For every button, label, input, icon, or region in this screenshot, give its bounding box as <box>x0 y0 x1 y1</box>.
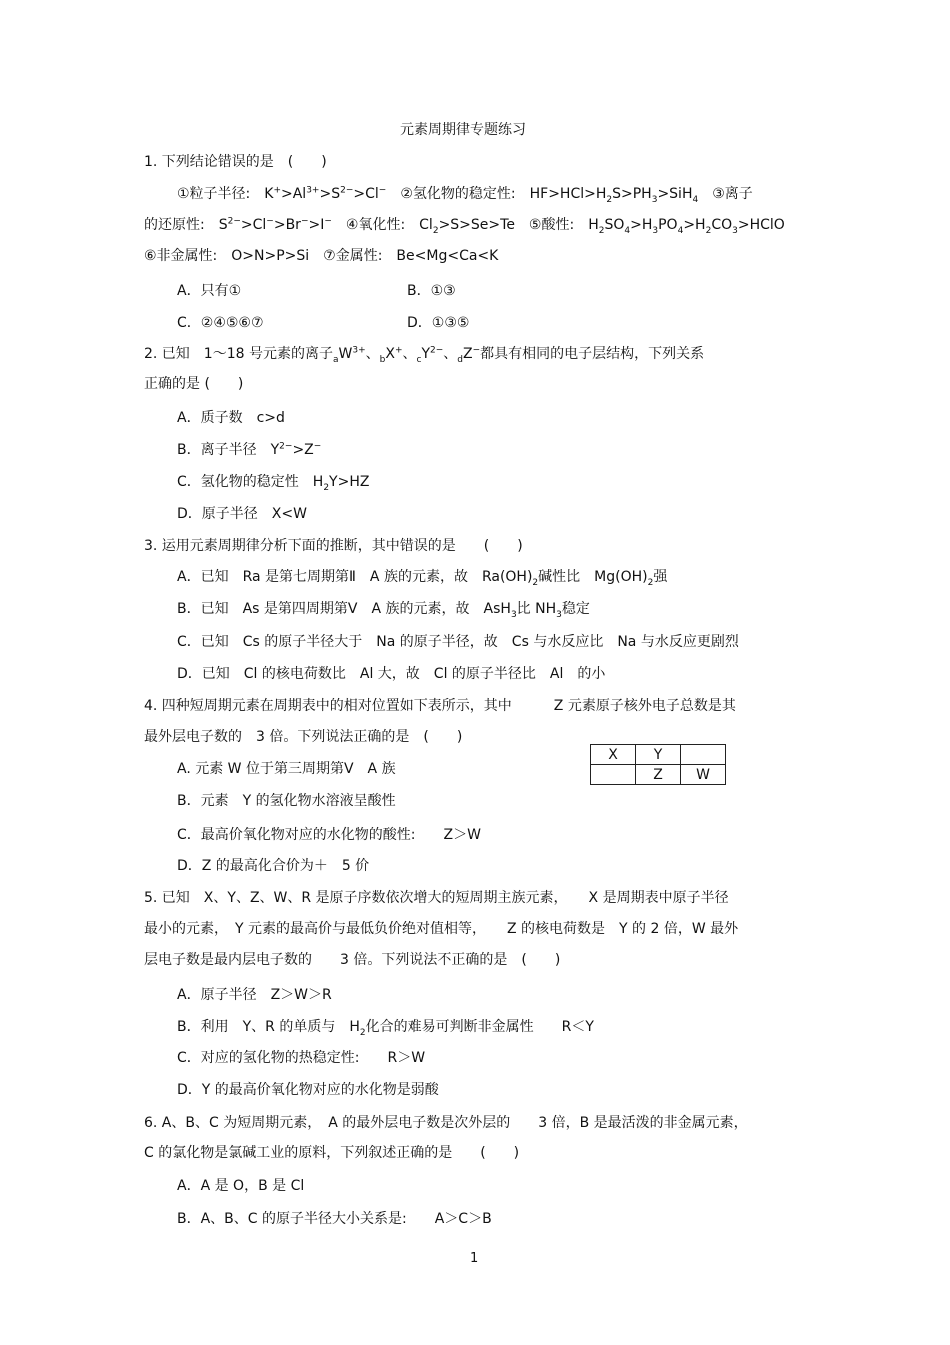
q1-option-d[interactable]: D．①③⑤ <box>407 315 470 331</box>
q6-stem-line2: C 的氯化物是氯碱工业的原料，下列叙述正确的是 ( ) <box>144 1145 520 1161</box>
q2-stem-line1: 2. 已知 1～18 号元素的离子$_aW^{3+}$、$_b$X+、$_cY^{2-}$、$_d$Z−都具有相同的电子层结构，下列关系 <box>144 345 705 365</box>
q3-stem: 3. 运用元素周期律分析下面的推断，其中错误的是 ( ) <box>144 538 523 554</box>
q2-option-c[interactable]: C．氢化物的稳定性 $H_2Y>HZ$ <box>177 474 370 493</box>
q1-option-b[interactable]: B．①③ <box>407 283 456 299</box>
table-cell: X <box>591 745 636 765</box>
q1-line1: ①粒子半径: $K^+>Al^{3+}>S^{2-}>Cl^-$ ②氢化物的稳定性: $HF>HCl>H_2S>PH_3>SiH_4$ ③离子 <box>177 185 753 205</box>
table-cell: Z <box>636 765 681 785</box>
q6-option-a[interactable]: A．A 是 O，B 是 Cl <box>177 1178 305 1194</box>
table-cell <box>681 745 726 765</box>
q5-option-a[interactable]: A．原子半径 Z＞W＞R <box>177 987 332 1003</box>
q4-option-b[interactable]: B．元素 Y 的氢化物水溶液呈酸性 <box>177 793 396 809</box>
q4-option-d[interactable]: D．Z 的最高化合价为＋ 5 价 <box>177 858 370 874</box>
table-cell: Y <box>636 745 681 765</box>
q5-stem-line1: 5. 已知 X、Y、Z、W、R 是原子序数依次增大的短周期主族元素， X 是周期表中原子半径 <box>144 890 729 906</box>
q1-stem: 1. 下列结论错误的是 ( ) <box>144 154 327 170</box>
q2-option-a[interactable]: A．质子数 c>d <box>177 410 285 426</box>
q4-stem-line2: 最外层电子数的 3 倍。下列说法正确的是 ( ) <box>144 729 463 745</box>
q3-option-d[interactable]: D．已知 Cl 的核电荷数比 Al 大，故 Cl 的原子半径比 Al 的小 <box>177 666 606 682</box>
q2-option-b[interactable]: B．离子半径 $Y^{2-}>Z^-$ <box>177 441 322 458</box>
q4-option-c[interactable]: C．最高价氧化物对应的水化物的酸性: Z＞W <box>177 827 481 843</box>
q5-stem-line2: 最小的元素， Y 元素的最高价与最低负价绝对值相等， Z 的核电荷数是 Y 的 2 倍，W 最外 <box>144 921 739 937</box>
table-cell: W <box>681 765 726 785</box>
page-number: 1 <box>470 1251 479 1266</box>
periodic-position-table <box>590 744 726 785</box>
q3-option-b[interactable]: B．已知 As 是第四周期第Ⅴ A 族的元素，故 AsH$_3$比 $NH_3$稳定 <box>177 601 590 620</box>
q1-option-a[interactable]: A．只有① <box>177 283 242 299</box>
q5-stem-line3: 层电子数是最内层电子数的 3 倍。下列说法不正确的是 ( ) <box>144 952 561 968</box>
q6-stem-line1: 6. A、B、C 为短周期元素， A 的最外层电子数是次外层的 3 倍，B 是最活泼的非金属元素， <box>144 1115 748 1131</box>
q5-option-d[interactable]: D．Y 的最高价氧化物对应的水化物是弱酸 <box>177 1082 439 1098</box>
table-row <box>591 765 726 785</box>
q2-stem-line2: 正确的是 ( ) <box>144 376 244 392</box>
q6-option-b[interactable]: B．A、B、C 的原子半径大小关系是: A＞C＞B <box>177 1211 492 1227</box>
q1-line3: ⑥非金属性: O>N>P>Si ⑦金属性: Be<Mg<Ca<K <box>144 248 499 264</box>
q3-option-a[interactable]: A．已知 Ra 是第七周期第Ⅱ A 族的元素，故 $Ra(OH)_2$碱性比 $Mg(OH)_2$强 <box>177 569 668 588</box>
q1-line2: 的还原性: $S^{2-}>Cl^->Br^->I^-$ ④氧化性: $Cl_2>S>Se>Te$ ⑤酸性: $H_2SO_4>H_3PO_4>H_2CO_3>HClO$ <box>144 216 785 236</box>
q5-option-b[interactable]: B．利用 Y、R 的单质与 $H_2$化合的难易可判断非金属性 R＜Y <box>177 1019 594 1038</box>
q1-option-c[interactable]: C．②④⑤⑥⑦ <box>177 315 264 331</box>
table-cell <box>591 765 636 785</box>
page-title: 元素周期律专题练习 <box>400 122 526 138</box>
q4-stem-line1: 4. 四种短周期元素在周期表中的相对位置如下表所示，其中 Z 元素原子核外电子总数是其 <box>144 698 736 714</box>
q2-option-d[interactable]: D．原子半径 X<W <box>177 506 307 522</box>
table-row <box>591 745 726 765</box>
q5-option-c[interactable]: C．对应的氢化物的热稳定性: R＞W <box>177 1050 426 1066</box>
q4-option-a[interactable]: A. 元素 W 位于第三周期第Ⅴ A 族 <box>177 761 396 777</box>
q3-option-c[interactable]: C．已知 Cs 的原子半径大于 Na 的原子半径，故 Cs 与水反应比 Na 与水反应更剧烈 <box>177 634 739 650</box>
